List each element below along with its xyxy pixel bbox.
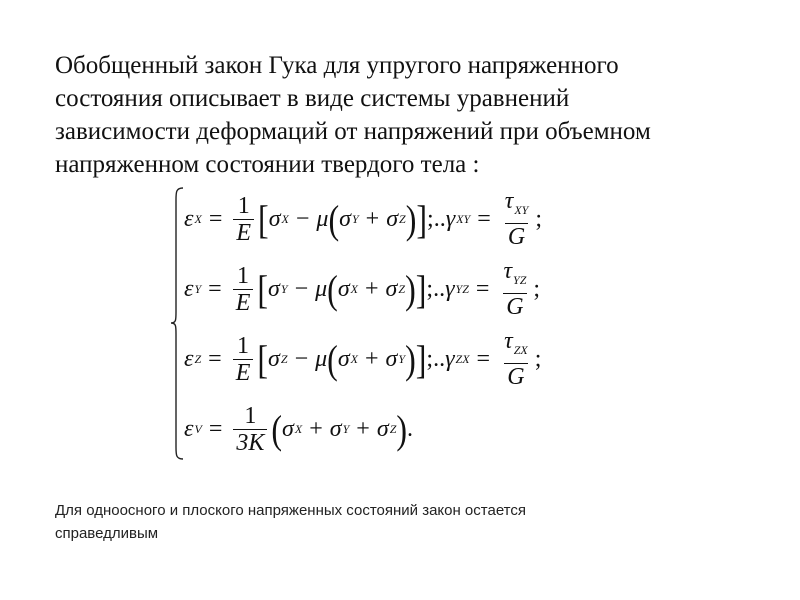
plus-sign: + xyxy=(365,205,380,232)
equals-sign: = xyxy=(477,205,491,232)
equals-sign: = xyxy=(208,205,223,232)
fraction-denominator: E xyxy=(233,359,254,386)
sigma-symbol: σ xyxy=(268,205,281,232)
left-bracket: [ xyxy=(257,336,269,382)
fraction-numerator: 1 xyxy=(244,402,257,429)
tau-symbol: τ xyxy=(504,328,513,354)
fraction-numerator: 1 xyxy=(237,192,250,219)
fraction xyxy=(233,403,267,456)
left-paren: ( xyxy=(327,266,338,312)
sigma-subscript: Z xyxy=(389,421,397,436)
eps-subscript: Y xyxy=(194,281,202,296)
equals-sign: = xyxy=(476,345,491,372)
equation-end: ; xyxy=(533,275,541,302)
ellipsis: .. xyxy=(433,275,446,302)
plus-sign: + xyxy=(365,345,379,372)
shear-numerator xyxy=(502,188,532,223)
equals-sign: = xyxy=(208,415,223,442)
mu-symbol: μ xyxy=(316,205,329,232)
sigma-subscript: Y xyxy=(280,281,288,296)
tau-subscript: ZX xyxy=(513,343,528,357)
eps-symbol: ε xyxy=(184,415,194,442)
minus-sign: − xyxy=(294,275,309,302)
title-line-1: Обобщенный закон Гука для упругого напряженного xyxy=(55,52,619,79)
sigma-symbol: σ xyxy=(376,415,389,442)
equation-end: ; xyxy=(534,345,542,372)
equation-system xyxy=(170,186,600,461)
eps-symbol: ε xyxy=(184,275,194,302)
separator: ; xyxy=(426,275,434,302)
tau-subscript: YZ xyxy=(513,273,527,287)
fraction xyxy=(233,193,254,246)
right-paren: ) xyxy=(396,406,408,452)
gamma-symbol: γ xyxy=(445,345,455,372)
right-bracket: ] xyxy=(415,266,427,312)
fraction-denominator: 3K xyxy=(233,429,267,456)
plus-sign: + xyxy=(356,415,370,442)
sigma-subscript: Y xyxy=(398,351,406,366)
right-bracket: ] xyxy=(416,196,428,242)
fraction xyxy=(233,263,254,316)
sigma-subscript: X xyxy=(350,351,358,366)
shear-numerator xyxy=(501,328,531,363)
tau-symbol: τ xyxy=(503,258,513,284)
right-paren: ) xyxy=(405,336,416,382)
left-bracket: [ xyxy=(258,196,269,242)
sigma-symbol: σ xyxy=(385,275,398,302)
sigma-symbol: σ xyxy=(386,205,399,232)
equation-eps-z xyxy=(184,328,594,390)
fraction-denominator: E xyxy=(233,219,254,246)
eps-symbol: ε xyxy=(184,345,194,372)
tau-symbol: τ xyxy=(504,188,514,214)
equals-sign: = xyxy=(208,275,222,302)
title-line-3: зависимости деформаций от напряжений при объемном xyxy=(55,118,651,145)
gamma-subscript: YZ xyxy=(455,281,469,296)
gamma-subscript: ZX xyxy=(455,351,470,366)
equation-end: . xyxy=(407,415,414,442)
sigma-subscript: Y xyxy=(351,211,359,226)
shear-fraction xyxy=(502,188,532,250)
equals-sign: = xyxy=(208,345,222,372)
right-paren: ) xyxy=(405,196,417,242)
separator: ; xyxy=(427,205,434,232)
slide-title xyxy=(55,49,745,181)
right-paren: ) xyxy=(405,266,416,312)
left-bracket: [ xyxy=(257,266,269,312)
sigma-subscript: Z xyxy=(280,351,288,366)
equals-sign: = xyxy=(475,275,490,302)
note-line-1: Для одноосного и плоского напряженных состояний закон остается xyxy=(55,502,526,519)
sigma-subscript: Y xyxy=(342,421,350,436)
sigma-symbol: σ xyxy=(329,415,342,442)
sigma-symbol: σ xyxy=(385,345,398,372)
shear-fraction xyxy=(501,328,531,390)
sigma-symbol: σ xyxy=(282,415,294,442)
plus-sign: + xyxy=(309,415,323,442)
ellipsis: .. xyxy=(433,345,446,372)
left-paren: ( xyxy=(327,336,338,382)
sigma-symbol: σ xyxy=(339,205,351,232)
equation-eps-v xyxy=(184,398,594,460)
tau-subscript: XY xyxy=(514,203,529,217)
sigma-symbol: σ xyxy=(337,275,350,302)
right-bracket: ] xyxy=(415,336,427,382)
sigma-symbol: σ xyxy=(268,345,280,372)
title-line-2: состояния описывает в виде системы уравнений xyxy=(55,85,570,112)
equation-eps-x xyxy=(184,188,594,250)
mu-symbol: μ xyxy=(315,275,328,302)
eps-subscript: X xyxy=(194,211,202,226)
fraction-denominator: E xyxy=(233,289,254,316)
sigma-subscript: X xyxy=(350,281,358,296)
gamma-subscript: XY xyxy=(456,211,471,226)
shear-fraction xyxy=(500,258,529,320)
fraction-numerator: 1 xyxy=(237,262,250,289)
separator: ; xyxy=(426,345,434,372)
shear-denominator: G xyxy=(503,293,526,320)
gamma-symbol: γ xyxy=(445,275,455,302)
sigma-subscript: X xyxy=(281,211,289,226)
sigma-symbol: σ xyxy=(268,275,280,302)
shear-numerator xyxy=(500,258,529,293)
eps-subscript: V xyxy=(194,421,202,436)
plus-sign: + xyxy=(365,275,379,302)
sigma-subscript: X xyxy=(294,421,303,436)
footnote-text xyxy=(55,499,755,545)
sigma-subscript: Z xyxy=(398,281,406,296)
mu-symbol: μ xyxy=(315,345,328,372)
left-paren: ( xyxy=(328,196,340,242)
equation-end: ; xyxy=(535,205,543,232)
equation-eps-y xyxy=(184,258,594,320)
shear-denominator: G xyxy=(505,223,528,250)
sigma-subscript: Z xyxy=(399,211,406,226)
minus-sign: − xyxy=(294,345,309,372)
ellipsis: .. xyxy=(433,205,446,232)
fraction xyxy=(233,333,254,386)
note-line-2: справедливым xyxy=(55,525,159,542)
left-paren: ( xyxy=(271,406,283,452)
minus-sign: − xyxy=(295,205,310,232)
fraction-numerator: 1 xyxy=(237,332,250,359)
eps-symbol: ε xyxy=(184,205,194,232)
eps-subscript: Z xyxy=(194,351,202,366)
sigma-symbol: σ xyxy=(337,345,350,372)
gamma-symbol: γ xyxy=(445,205,456,232)
title-line-4: напряженном состоянии твердого тела : xyxy=(55,151,480,178)
shear-denominator: G xyxy=(504,363,527,390)
